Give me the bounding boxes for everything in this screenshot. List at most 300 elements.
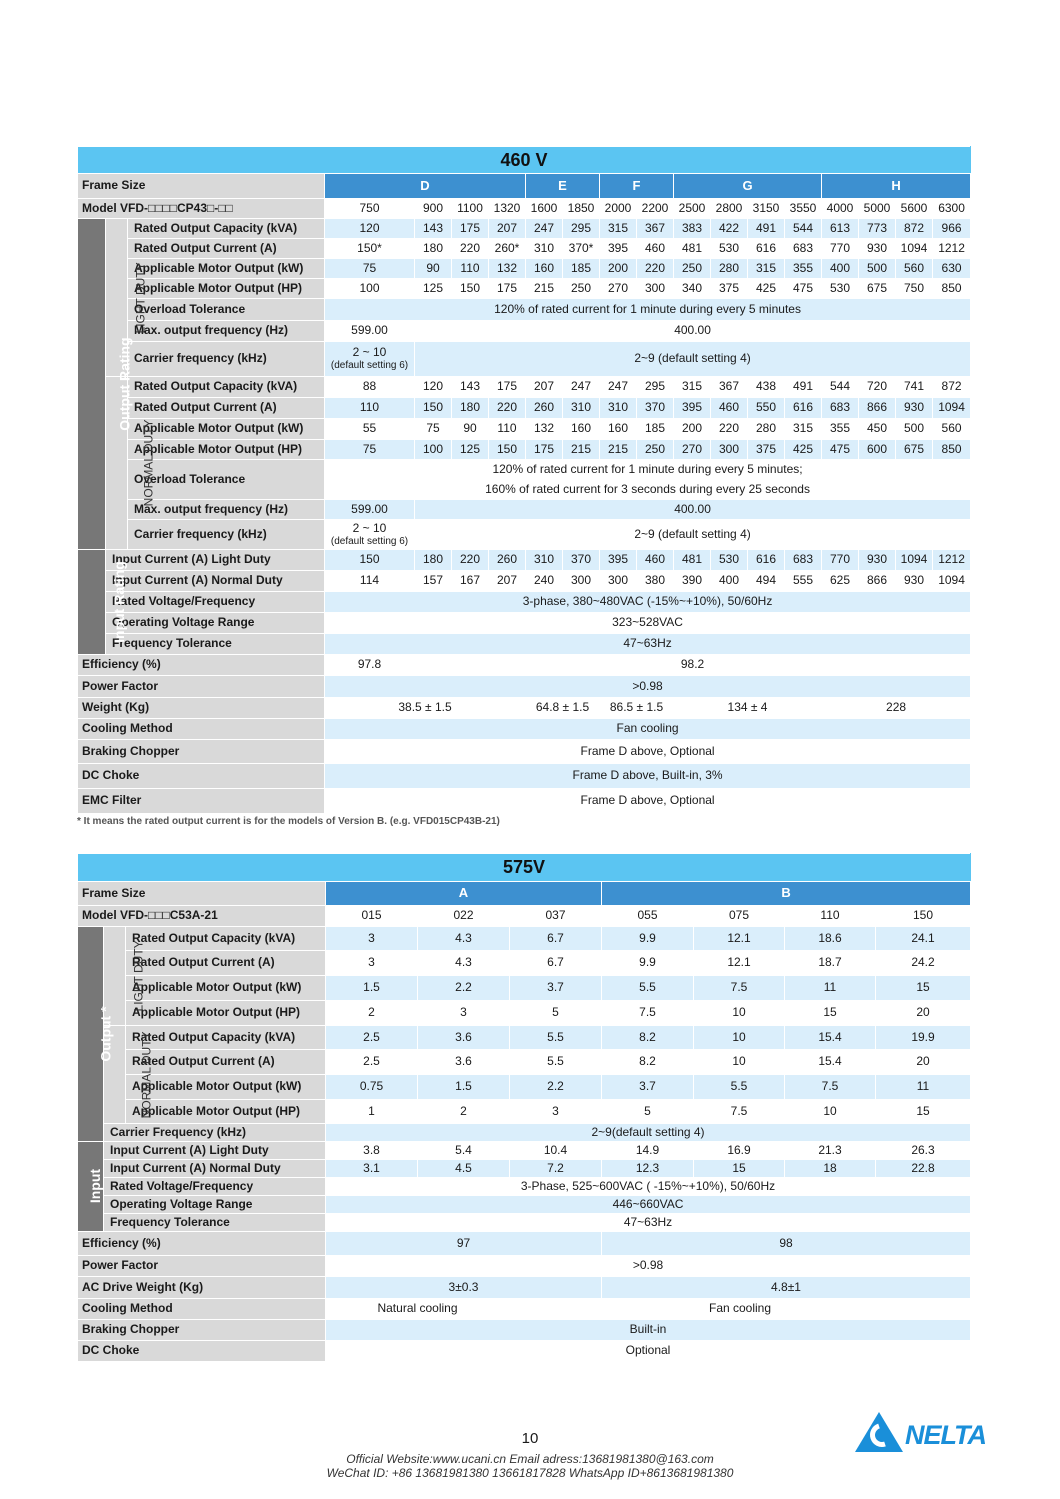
cell: 550 <box>748 398 785 419</box>
cell: 1.5 <box>418 1075 510 1100</box>
cell: 750 <box>896 279 933 299</box>
cell: 3.7 <box>510 976 602 1001</box>
cell: 5600 <box>896 199 933 219</box>
cell: 2800 <box>711 199 748 219</box>
row-label: EMC Filter <box>78 789 325 814</box>
cell: 150 <box>489 440 526 460</box>
cell: 850 <box>933 440 971 460</box>
cell: 370 <box>637 398 674 419</box>
cell: 2200 <box>637 199 674 219</box>
cell: 3 <box>510 1100 602 1124</box>
cell: 1.5 <box>326 976 418 1001</box>
row-label: Carrier frequency (kHz) <box>128 520 325 550</box>
cell: 207 <box>489 219 526 239</box>
cell: 600 <box>859 440 896 460</box>
row-label: Operating Voltage Range <box>106 613 325 634</box>
cell: 315 <box>785 419 822 440</box>
cell: 2.2 <box>510 1075 602 1100</box>
cell: 110 <box>452 259 489 279</box>
row-label: Operating Voltage Range <box>104 1196 326 1214</box>
cell: 2~9(default setting 4) <box>326 1124 971 1142</box>
cell-note: (default setting 6) <box>330 535 409 547</box>
cell: 770 <box>822 550 859 571</box>
cell: 3.6 <box>418 1026 510 1050</box>
cell: 10 <box>694 1050 785 1075</box>
cell: 075 <box>694 906 785 927</box>
cell: 200 <box>600 259 637 279</box>
frame-f: F <box>600 174 674 199</box>
cell: 395 <box>600 239 637 259</box>
cell: 24.2 <box>876 951 971 976</box>
cell: 75 <box>325 440 415 460</box>
cell-main: 2 ~ 10 <box>352 345 387 360</box>
table-title: 575V <box>78 854 971 882</box>
row-label: Rated Voltage/Frequency <box>104 1178 326 1196</box>
cell: 5.5 <box>602 976 694 1001</box>
cell: 1212 <box>933 550 971 571</box>
cell: 850 <box>933 279 971 299</box>
row-label: Braking Chopper <box>78 740 325 764</box>
cell: 132 <box>526 419 563 440</box>
cell: 11 <box>876 1075 971 1100</box>
cell: 460 <box>637 239 674 259</box>
cell: 16.9 <box>694 1142 785 1160</box>
cell: 2 <box>418 1100 510 1124</box>
cell: 160 <box>600 419 637 440</box>
cell: 157 <box>415 571 452 592</box>
cell: 240 <box>526 571 563 592</box>
frame-a: A <box>326 882 602 906</box>
cell: 500 <box>859 259 896 279</box>
cell: 5 <box>510 1001 602 1026</box>
cell: 120% of rated current for 1 minute during every 5 minutes <box>325 299 971 321</box>
cell: 98 <box>602 1232 971 1256</box>
row-label: Input Current (A) Normal Duty <box>104 1160 326 1178</box>
cell: 175 <box>489 279 526 299</box>
cell: 14.9 <box>602 1142 694 1160</box>
cell: 2500 <box>674 199 711 219</box>
cell: 10 <box>694 1026 785 1050</box>
cell: 683 <box>785 239 822 259</box>
frame-size-label: Frame Size <box>78 882 326 906</box>
spec-table-575v <box>77 853 971 1362</box>
cell: 220 <box>637 259 674 279</box>
row-label: Applicable Motor Output (HP) <box>126 1100 326 1124</box>
cell: 544 <box>785 219 822 239</box>
cell: 180 <box>415 239 452 259</box>
cell: 5000 <box>859 199 896 219</box>
cell: 530 <box>822 279 859 299</box>
cell: 250 <box>637 440 674 460</box>
cell: 315 <box>674 377 711 398</box>
cell: 215 <box>563 440 600 460</box>
cell: 683 <box>822 398 859 419</box>
cell: 207 <box>526 377 563 398</box>
cell: 185 <box>637 419 674 440</box>
cell: 1094 <box>896 550 933 571</box>
footnote: * It means the rated output current is for the models of Version B. (e.g. VFD015CP43B-21) <box>77 816 500 827</box>
cell: 6300 <box>933 199 971 219</box>
cell: 175 <box>489 377 526 398</box>
cell: 88 <box>325 377 415 398</box>
cell: 295 <box>563 219 600 239</box>
cell: 1100 <box>452 199 489 219</box>
cell: Frame D above, Optional <box>325 789 971 814</box>
cell: 425 <box>748 279 785 299</box>
row-label: Applicable Motor Output (HP) <box>126 1001 326 1026</box>
cell: 395 <box>600 550 637 571</box>
cell: Natural cooling <box>326 1299 510 1320</box>
row-label: Rated Output Current (A) <box>128 398 325 419</box>
cell: 383 <box>674 219 711 239</box>
cell: 150 <box>325 550 415 571</box>
cell <box>325 520 415 550</box>
cell: 599.00 <box>325 321 415 342</box>
cell: 2.5 <box>326 1026 418 1050</box>
row-label: DC Choke <box>78 1341 326 1362</box>
cell: 370* <box>563 239 600 259</box>
cell: 134 ± 4 <box>674 698 822 719</box>
cell: 037 <box>510 906 602 927</box>
cell: 491 <box>748 219 785 239</box>
cell: 7.5 <box>602 1001 694 1026</box>
cell: 260* <box>489 239 526 259</box>
cell: 675 <box>896 440 933 460</box>
cell: 7.5 <box>785 1075 876 1100</box>
cell: 300 <box>563 571 600 592</box>
cell: 400 <box>822 259 859 279</box>
row-label: Efficiency (%) <box>78 655 325 676</box>
cell: 400 <box>711 571 748 592</box>
cell: 175 <box>526 440 563 460</box>
cell: 185 <box>563 259 600 279</box>
cell: 75 <box>325 259 415 279</box>
input-rating-group <box>78 550 127 655</box>
spec-table-460v <box>77 146 971 814</box>
cell: 4.8±1 <box>602 1277 971 1299</box>
cell: 500 <box>896 419 933 440</box>
cell: 530 <box>711 550 748 571</box>
cell: 380 <box>637 571 674 592</box>
model-label: Model VFD-□□□□CP43□-□□ <box>78 199 325 219</box>
cell: 9.9 <box>602 927 694 951</box>
row-label: Rated Output Capacity (kVA) <box>128 219 325 239</box>
cell: 683 <box>785 550 822 571</box>
row-label: DC Choke <box>78 764 325 789</box>
row-label: Carrier frequency (kHz) <box>128 342 325 377</box>
cell: 160 <box>526 259 563 279</box>
cell: 315 <box>600 219 637 239</box>
cell: 125 <box>415 279 452 299</box>
cell: 400.00 <box>415 321 971 342</box>
frame-b: B <box>602 882 971 906</box>
row-label: Rated Output Current (A) <box>126 1050 326 1075</box>
frame-h: H <box>822 174 971 199</box>
cell: 475 <box>785 279 822 299</box>
cell: 5.5 <box>510 1050 602 1075</box>
cell: 12.3 <box>602 1160 694 1178</box>
cell: 5.5 <box>694 1075 785 1100</box>
cell: 3.6 <box>418 1050 510 1075</box>
row-label: Power Factor <box>78 676 325 698</box>
cell: 110 <box>785 906 876 927</box>
cell: 930 <box>859 550 896 571</box>
cell: 100 <box>415 440 452 460</box>
cell: 675 <box>859 279 896 299</box>
frame-size-label: Frame Size <box>78 174 325 199</box>
cell: 438 <box>748 377 785 398</box>
cell: 1 <box>326 1100 418 1124</box>
cell: 15 <box>785 1001 876 1026</box>
cell: 120% of rated current for 1 minute during every 5 minutes; <box>325 460 971 480</box>
cell: 460 <box>637 550 674 571</box>
cell: 247 <box>563 377 600 398</box>
cell: 200 <box>674 419 711 440</box>
cell: 720 <box>859 377 896 398</box>
row-label: Carrier Frequency (kHz) <box>104 1124 326 1142</box>
cell: 98.2 <box>415 655 971 676</box>
cell: 20 <box>876 1050 971 1075</box>
row-label: Input Current (A) Light Duty <box>106 550 325 571</box>
cell: 481 <box>674 550 711 571</box>
cell: 616 <box>785 398 822 419</box>
row-label: Efficiency (%) <box>78 1232 326 1256</box>
cell: 180 <box>415 550 452 571</box>
cell: 3-Phase, 525~600VAC ( -15%~+10%), 50/60Hz <box>326 1178 971 1196</box>
row-label: Cooling Method <box>78 1299 326 1320</box>
cell: 24.1 <box>876 927 971 951</box>
cell: 966 <box>933 219 971 239</box>
cell: 323~528VAC <box>325 613 971 634</box>
cell: 250 <box>563 279 600 299</box>
cell: 220 <box>452 550 489 571</box>
cell: 310 <box>563 398 600 419</box>
cell: 310 <box>526 239 563 259</box>
cell: 175 <box>452 219 489 239</box>
frame-e: E <box>526 174 600 199</box>
cell: 160 <box>563 419 600 440</box>
cell: 1850 <box>563 199 600 219</box>
cell: 530 <box>711 239 748 259</box>
cell: 866 <box>859 398 896 419</box>
output-group <box>78 927 114 1142</box>
cell: Frame D above, Optional <box>325 740 971 764</box>
cell: 3 <box>326 927 418 951</box>
cell: 930 <box>859 239 896 259</box>
cell: 4.3 <box>418 927 510 951</box>
cell: 872 <box>896 219 933 239</box>
cell: 616 <box>748 239 785 259</box>
cell: 114 <box>325 571 415 592</box>
cell: 110 <box>489 419 526 440</box>
row-label: Applicable Motor Output (kW) <box>126 976 326 1001</box>
row-label: Power Factor <box>78 1256 326 1277</box>
cell: 97.8 <box>325 655 415 676</box>
row-label: Cooling Method <box>78 719 325 740</box>
cell: 64.8 ± 1.5 <box>526 698 600 719</box>
cell: 7.5 <box>694 1100 785 1124</box>
cell: 544 <box>822 377 859 398</box>
cell: 625 <box>822 571 859 592</box>
cell: 125 <box>452 440 489 460</box>
cell: 150* <box>325 239 415 259</box>
cell: 21.3 <box>785 1142 876 1160</box>
cell: 370 <box>563 550 600 571</box>
input-group <box>78 1142 104 1232</box>
cell: Optional <box>326 1341 971 1362</box>
row-label: Frequency Tolerance <box>106 634 325 655</box>
cell: 310 <box>600 398 637 419</box>
cell: 150 <box>415 398 452 419</box>
cell: 260 <box>526 398 563 419</box>
cell: 110 <box>325 398 415 419</box>
cell: 38.5 ± 1.5 <box>325 698 526 719</box>
cell: 560 <box>933 419 971 440</box>
cell: Frame D above, Built-in, 3% <box>325 764 971 789</box>
cell: 150 <box>452 279 489 299</box>
cell: 872 <box>933 377 971 398</box>
input-label: Input <box>87 1169 104 1204</box>
cell: 5.4 <box>418 1142 510 1160</box>
cell: 270 <box>674 440 711 460</box>
row-label: Rated Output Current (A) <box>128 239 325 259</box>
cell: 1600 <box>526 199 563 219</box>
cell: 11 <box>785 976 876 1001</box>
cell: 750 <box>325 199 415 219</box>
cell: 3 <box>418 1001 510 1026</box>
cell: 1320 <box>489 199 526 219</box>
cell: 425 <box>785 440 822 460</box>
row-label: Rated Voltage/Frequency <box>106 592 325 613</box>
cell: 4000 <box>822 199 859 219</box>
cell: 215 <box>600 440 637 460</box>
row-label: AC Drive Weight (Kg) <box>78 1277 326 1299</box>
row-label: Overload Tolerance <box>128 460 325 500</box>
cell: 18.7 <box>785 951 876 976</box>
cell: >0.98 <box>326 1256 971 1277</box>
row-label: Overload Tolerance <box>128 299 325 321</box>
cell: 260 <box>489 550 526 571</box>
cell: Built-in <box>326 1320 971 1341</box>
input-rating-label: Input Rating <box>110 561 127 643</box>
cell: 20 <box>876 1001 971 1026</box>
cell: 375 <box>748 440 785 460</box>
cell: 9.9 <box>602 951 694 976</box>
cell: 15.4 <box>785 1026 876 1050</box>
cell: 15 <box>694 1160 785 1178</box>
cell: 315 <box>748 259 785 279</box>
cell: 1094 <box>896 239 933 259</box>
cell: 5.5 <box>510 1026 602 1050</box>
row-label: Applicable Motor Output (kW) <box>128 419 325 440</box>
cell: 367 <box>711 377 748 398</box>
cell: 930 <box>896 571 933 592</box>
cell: 167 <box>452 571 489 592</box>
cell: Fan cooling <box>510 1299 971 1320</box>
cell: 3-phase, 380~480VAC (-15%~+10%), 50/60Hz <box>325 592 971 613</box>
cell: 47~63Hz <box>325 634 971 655</box>
light-duty-label: LIGHT DUTY <box>131 940 146 1012</box>
cell-note: (default setting 6) <box>330 360 409 372</box>
cell: 022 <box>418 906 510 927</box>
cell: 1212 <box>933 239 971 259</box>
cell: 160% of rated current for 3 seconds during every 25 seconds <box>325 480 971 500</box>
cell: 220 <box>489 398 526 419</box>
delta-logo <box>855 1410 995 1454</box>
cell: 6.7 <box>510 951 602 976</box>
cell: 491 <box>785 377 822 398</box>
cell: 295 <box>637 377 674 398</box>
cell: 400.00 <box>415 500 971 520</box>
cell: 18.6 <box>785 927 876 951</box>
cell: 3.8 <box>326 1142 418 1160</box>
cell: 47~63Hz <box>326 1214 971 1232</box>
cell: 270 <box>600 279 637 299</box>
cell: 26.3 <box>876 1142 971 1160</box>
normal-duty-label: NORMAL DUTY <box>141 419 156 507</box>
footer-line-2: WeChat ID: +86 13681981380 13661817828 WhatsApp ID+8613681981380 <box>326 1466 734 1480</box>
cell: 18 <box>785 1160 876 1178</box>
cell: 630 <box>933 259 971 279</box>
cell: 280 <box>711 259 748 279</box>
row-label: Applicable Motor Output (kW) <box>126 1075 326 1100</box>
cell: 866 <box>859 571 896 592</box>
cell-main: 2 ~ 10 <box>352 520 387 535</box>
cell: 300 <box>711 440 748 460</box>
cell: 3150 <box>748 199 785 219</box>
cell: 2.5 <box>326 1050 418 1075</box>
cell: 2 <box>326 1001 418 1026</box>
row-label: Rated Output Capacity (kVA) <box>128 377 325 398</box>
cell: 900 <box>415 199 452 219</box>
cell: 560 <box>896 259 933 279</box>
cell: 12.1 <box>694 951 785 976</box>
cell: 220 <box>711 419 748 440</box>
cell: 15 <box>876 1100 971 1124</box>
cell: 481 <box>674 239 711 259</box>
cell: 770 <box>822 239 859 259</box>
cell: 3 <box>326 951 418 976</box>
cell: 228 <box>822 698 971 719</box>
cell: 055 <box>602 906 694 927</box>
cell: 10 <box>694 1001 785 1026</box>
cell: 367 <box>637 219 674 239</box>
cell: 132 <box>489 259 526 279</box>
cell: 460 <box>711 398 748 419</box>
cell: 247 <box>600 377 637 398</box>
footer-line-1: Official Website:www.ucani.cn Email adress:13681981380@163.com <box>346 1452 714 1466</box>
cell: 2000 <box>600 199 637 219</box>
cell: 247 <box>526 219 563 239</box>
cell: 475 <box>822 440 859 460</box>
cell: 19.9 <box>876 1026 971 1050</box>
cell: 0.75 <box>326 1075 418 1100</box>
row-label: Input Current (A) Normal Duty <box>106 571 325 592</box>
light-duty-label: LIGHT DUTY <box>133 261 148 334</box>
cell: 494 <box>748 571 785 592</box>
cell: 3550 <box>785 199 822 219</box>
cell: 310 <box>526 550 563 571</box>
cell: 215 <box>526 279 563 299</box>
cell: 773 <box>859 219 896 239</box>
cell: 599.00 <box>325 500 415 520</box>
cell: 120 <box>415 377 452 398</box>
cell: 446~660VAC <box>326 1196 971 1214</box>
row-label: Braking Chopper <box>78 1320 326 1341</box>
cell: 4.5 <box>418 1160 510 1178</box>
cell: 90 <box>415 259 452 279</box>
row-label: Max. output frequency (Hz) <box>128 500 325 520</box>
